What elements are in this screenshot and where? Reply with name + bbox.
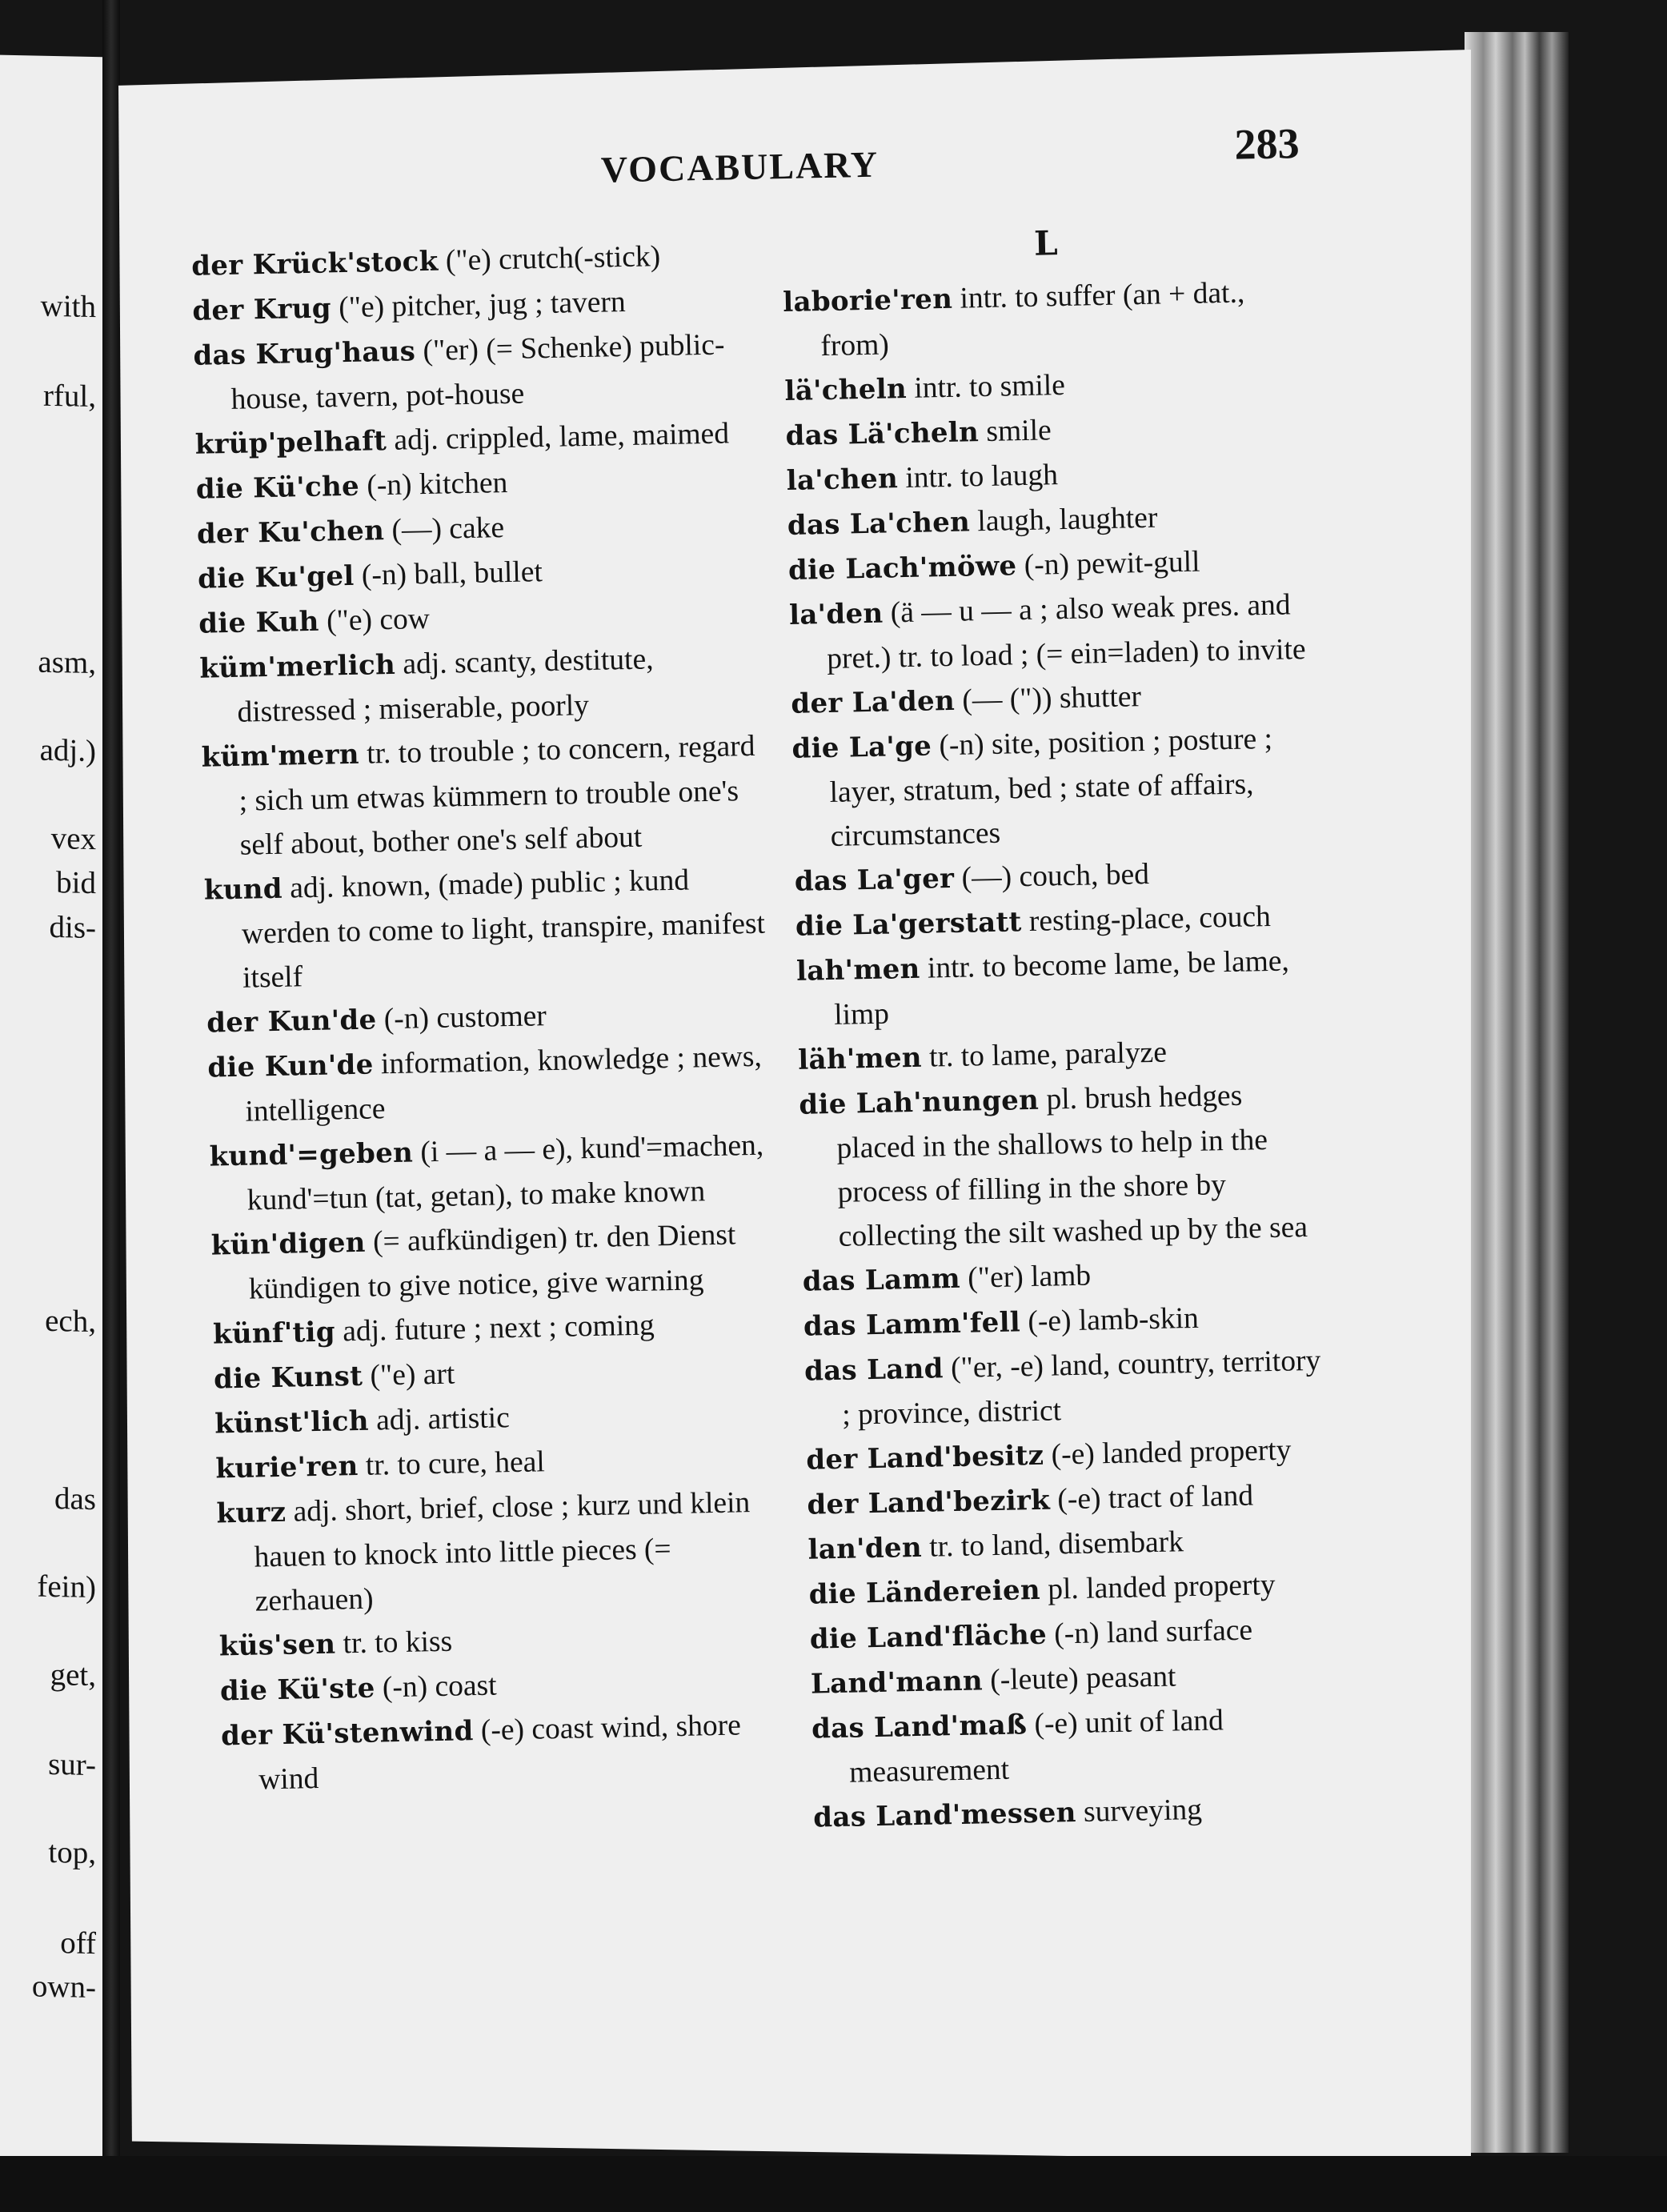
left-page-text: rful, — [42, 378, 96, 415]
entry-headword: kurz — [216, 1496, 287, 1530]
entry-headword: die Kü'che — [195, 470, 360, 506]
entry-headword: das La'chen — [787, 506, 971, 542]
entry-headword: das Krug'haus — [193, 335, 416, 372]
entry-definition: surveying — [1076, 1793, 1203, 1829]
entry-headword: der Krug — [191, 292, 332, 327]
entry-definition: adj. artistic — [368, 1401, 511, 1437]
dictionary-entry — [791, 716, 1322, 860]
entry-definition: (= aufkündigen) tr. den Dienst kündigen to give notice, give warning — [248, 1218, 736, 1306]
entry-definition: (-n) pewit-gull — [1016, 545, 1200, 583]
entry-headword: die Kunst — [213, 1360, 363, 1396]
entry-headword: küm'merlich — [198, 648, 396, 685]
entry-headword: Land'mann — [810, 1665, 984, 1701]
entry-headword: la'den — [788, 597, 884, 631]
page-stack-edge — [1465, 32, 1569, 2153]
entry-headword: kund'=geben — [209, 1136, 414, 1173]
entry-headword: künf'tig — [212, 1316, 336, 1351]
entry-headword: läh'men — [797, 1041, 923, 1076]
entry-definition: (-n) coast — [375, 1669, 497, 1705]
entry-headword: lah'men — [795, 952, 920, 988]
entry-headword: die Kuh — [198, 605, 320, 640]
entry-definition: (-e) unit of land measurement — [848, 1704, 1224, 1789]
entry-definition: ("e) crutch(-stick) — [438, 240, 661, 278]
entry-headword: der Ku'chen — [196, 515, 385, 551]
entry-headword: der Kun'de — [206, 1004, 377, 1040]
entry-definition: pl. landed property — [1040, 1569, 1276, 1606]
entry-definition: adj. crippled, lame, maimed — [386, 417, 730, 457]
entry-headword: das Lamm'fell — [803, 1306, 1021, 1343]
right-column — [782, 222, 1342, 1841]
entry-definition: tr. to cure, heal — [358, 1445, 546, 1482]
entry-definition: adj. future ; next ; coming — [335, 1308, 655, 1348]
entry-definition: information, knowledge ; news, intelligence — [245, 1040, 763, 1128]
entry-definition: (ä — u — a ; also weak pres. and pret.) tr. to load ; (= ein=laden) to invite — [826, 588, 1306, 676]
entry-headword: die La'ge — [791, 730, 932, 765]
dictionary-entry — [199, 635, 761, 735]
entry-headword: die Land'fläche — [809, 1618, 1048, 1656]
entry-definition: (-n) kitchen — [359, 466, 508, 503]
entry-headword: die Kü'ste — [219, 1672, 375, 1708]
entry-headword: das Land'messen — [812, 1797, 1077, 1834]
entry-definition: ("er) (= Schenke) public-house, tavern, pot-house — [230, 328, 725, 416]
entry-headword: künst'lich — [214, 1405, 370, 1441]
entry-definition: ("e) pitcher, jug ; tavern — [331, 285, 627, 325]
entry-definition: tr. to land, disembark — [921, 1525, 1184, 1564]
entry-definition: (-e) landed property — [1043, 1433, 1292, 1472]
entry-definition: (— (")) shutter — [954, 680, 1142, 717]
entry-definition: (i — a — e), kund'=machen, kund'=tun (tat, getan), to make known — [246, 1128, 764, 1217]
entry-headword: laborie'ren — [782, 283, 953, 319]
entry-definition: resting-place, couch — [1021, 900, 1272, 939]
entry-definition: (-e) coast wind, shore wind — [258, 1709, 742, 1797]
entry-definition: pl. brush hedges placed in the shallows to help in the process of filling in the shore by collecting the silt washed up by the sea — [836, 1079, 1308, 1253]
book-gutter — [102, 0, 120, 2212]
left-column — [191, 233, 783, 1803]
left-page-text: fein) — [37, 1569, 96, 1605]
entry-headword: die Lah'nungen — [799, 1084, 1040, 1121]
left-page-text: ech, — [45, 1303, 96, 1340]
left-page-text: das — [54, 1481, 96, 1517]
left-page-text: top, — [48, 1834, 96, 1871]
entry-headword: krüp'pelhaft — [194, 425, 387, 461]
left-page-text: adj.) — [39, 732, 96, 769]
dictionary-entry — [201, 724, 763, 868]
entry-headword: der Kü'stenwind — [220, 1715, 474, 1753]
entry-headword: die La'gerstatt — [795, 906, 1022, 943]
entry-headword: kund — [203, 872, 283, 907]
dictionary-entry — [799, 1072, 1330, 1260]
entry-definition: tr. to trouble ; to concern, regard ; sich um etwas kümmern to trouble one's self about, bother one's self about — [238, 729, 755, 862]
entry-headword: der Land'bezirk — [807, 1484, 1051, 1521]
dictionary-entry — [813, 1785, 1342, 1840]
left-page-text: own- — [31, 1969, 96, 2006]
entry-definition: tr. to kiss — [335, 1625, 453, 1661]
entry-definition: (—) cake — [383, 511, 505, 547]
entry-definition: adj. known, (made) public ; kund werden to come to light, transpire, manifest itself — [241, 864, 766, 995]
entry-definition: intr. to smile — [906, 368, 1066, 405]
dictionary-entry — [796, 939, 1326, 1038]
entry-headword: das Lä'cheln — [785, 416, 980, 452]
dictionary-entry — [789, 583, 1319, 682]
entry-headword: die Ländereien — [808, 1573, 1041, 1611]
section-letter: L — [1033, 223, 1059, 263]
entry-headword: das Lamm — [802, 1262, 961, 1298]
left-page-text: vex — [50, 820, 96, 857]
entry-headword: lan'den — [807, 1531, 923, 1566]
left-page-text: asm, — [38, 644, 96, 681]
dictionary-entry — [207, 1035, 769, 1135]
right-column-entries — [783, 270, 1342, 1841]
running-header: VOCABULARY — [600, 143, 880, 190]
entry-headword: kün'digen — [210, 1226, 367, 1262]
entry-definition: intr. to laugh — [897, 459, 1059, 495]
dictionary-entry — [221, 1702, 783, 1802]
left-page-text: bid — [56, 865, 96, 901]
entry-definition: (-e) tract of land — [1049, 1479, 1254, 1517]
entry-definition: (-n) site, position ; posture ; layer, stratum, bed ; state of affairs, circumstances — [829, 722, 1273, 853]
entry-headword: die Lach'möwe — [787, 550, 1017, 587]
entry-definition: intr. to become lame, be lame, limp — [833, 944, 1290, 1032]
entry-headword: die Ku'gel — [197, 559, 355, 595]
entry-headword: küm'mern — [201, 738, 360, 774]
left-page-text: with — [40, 288, 96, 325]
page-content — [184, 113, 1367, 2072]
left-page-text: dis- — [49, 909, 96, 946]
entry-definition: ("e) cow — [319, 602, 431, 638]
entry-definition: intr. to suffer (an + dat., from) — [820, 276, 1245, 363]
dictionary-entry — [811, 1696, 1341, 1795]
entry-headword: küs'sen — [218, 1628, 336, 1663]
left-page-text: sur- — [48, 1746, 96, 1783]
left-page-text: get, — [50, 1657, 96, 1693]
entry-headword: la'chen — [786, 463, 899, 497]
dictionary-entry — [210, 1212, 772, 1312]
entry-definition: tr. to lame, paralyze — [921, 1036, 1168, 1074]
left-page-text: off — [60, 1925, 96, 1962]
entry-definition: laugh, laughter — [969, 501, 1158, 539]
page-number: 283 — [1233, 119, 1300, 169]
entry-headword: die Kun'de — [206, 1048, 374, 1084]
left-page-edge — [0, 55, 107, 2178]
dictionary-entry — [193, 323, 755, 423]
entry-definition: ("e) art — [362, 1357, 455, 1393]
dictionary-entry — [804, 1339, 1334, 1438]
entry-definition: ("er) lamb — [960, 1259, 1092, 1295]
entry-definition: (-n) ball, bullet — [354, 555, 543, 592]
dictionary-entry — [783, 270, 1312, 369]
dictionary-entry — [216, 1480, 779, 1624]
entry-definition: ("er, -e) land, country, territory ; province, district — [841, 1344, 1321, 1432]
entry-definition: (-leute) peasant — [982, 1660, 1176, 1697]
entry-headword: der Land'besitz — [805, 1439, 1044, 1477]
entry-definition: (-n) customer — [376, 1000, 547, 1036]
entry-headword: kurie'ren — [215, 1449, 359, 1485]
entry-definition: (—) couch, bed — [953, 857, 1150, 895]
entry-headword: lä'cheln — [784, 372, 908, 407]
entry-definition: adj. short, brief, close ; kurz und klein hauen to knock into little pieces (= zerhauen) — [254, 1486, 751, 1618]
entry-headword: der La'den — [790, 684, 956, 720]
entry-headword: das La'ger — [794, 862, 955, 898]
entry-definition: adj. scanty, destitute, distressed ; miserable, poorly — [237, 643, 654, 729]
scan-bottom-shadow — [0, 2156, 1667, 2212]
entry-definition: (-e) lamb-skin — [1020, 1301, 1200, 1339]
dictionary-entry — [203, 857, 766, 1001]
entry-headword: der Krück'stock — [190, 245, 439, 283]
entry-definition: smile — [978, 414, 1052, 449]
entry-headword: das Land'maß — [811, 1709, 1028, 1745]
entry-headword: das Land — [803, 1352, 944, 1388]
dictionary-entry — [209, 1124, 771, 1224]
entry-definition: (-n) land surface — [1046, 1613, 1253, 1651]
